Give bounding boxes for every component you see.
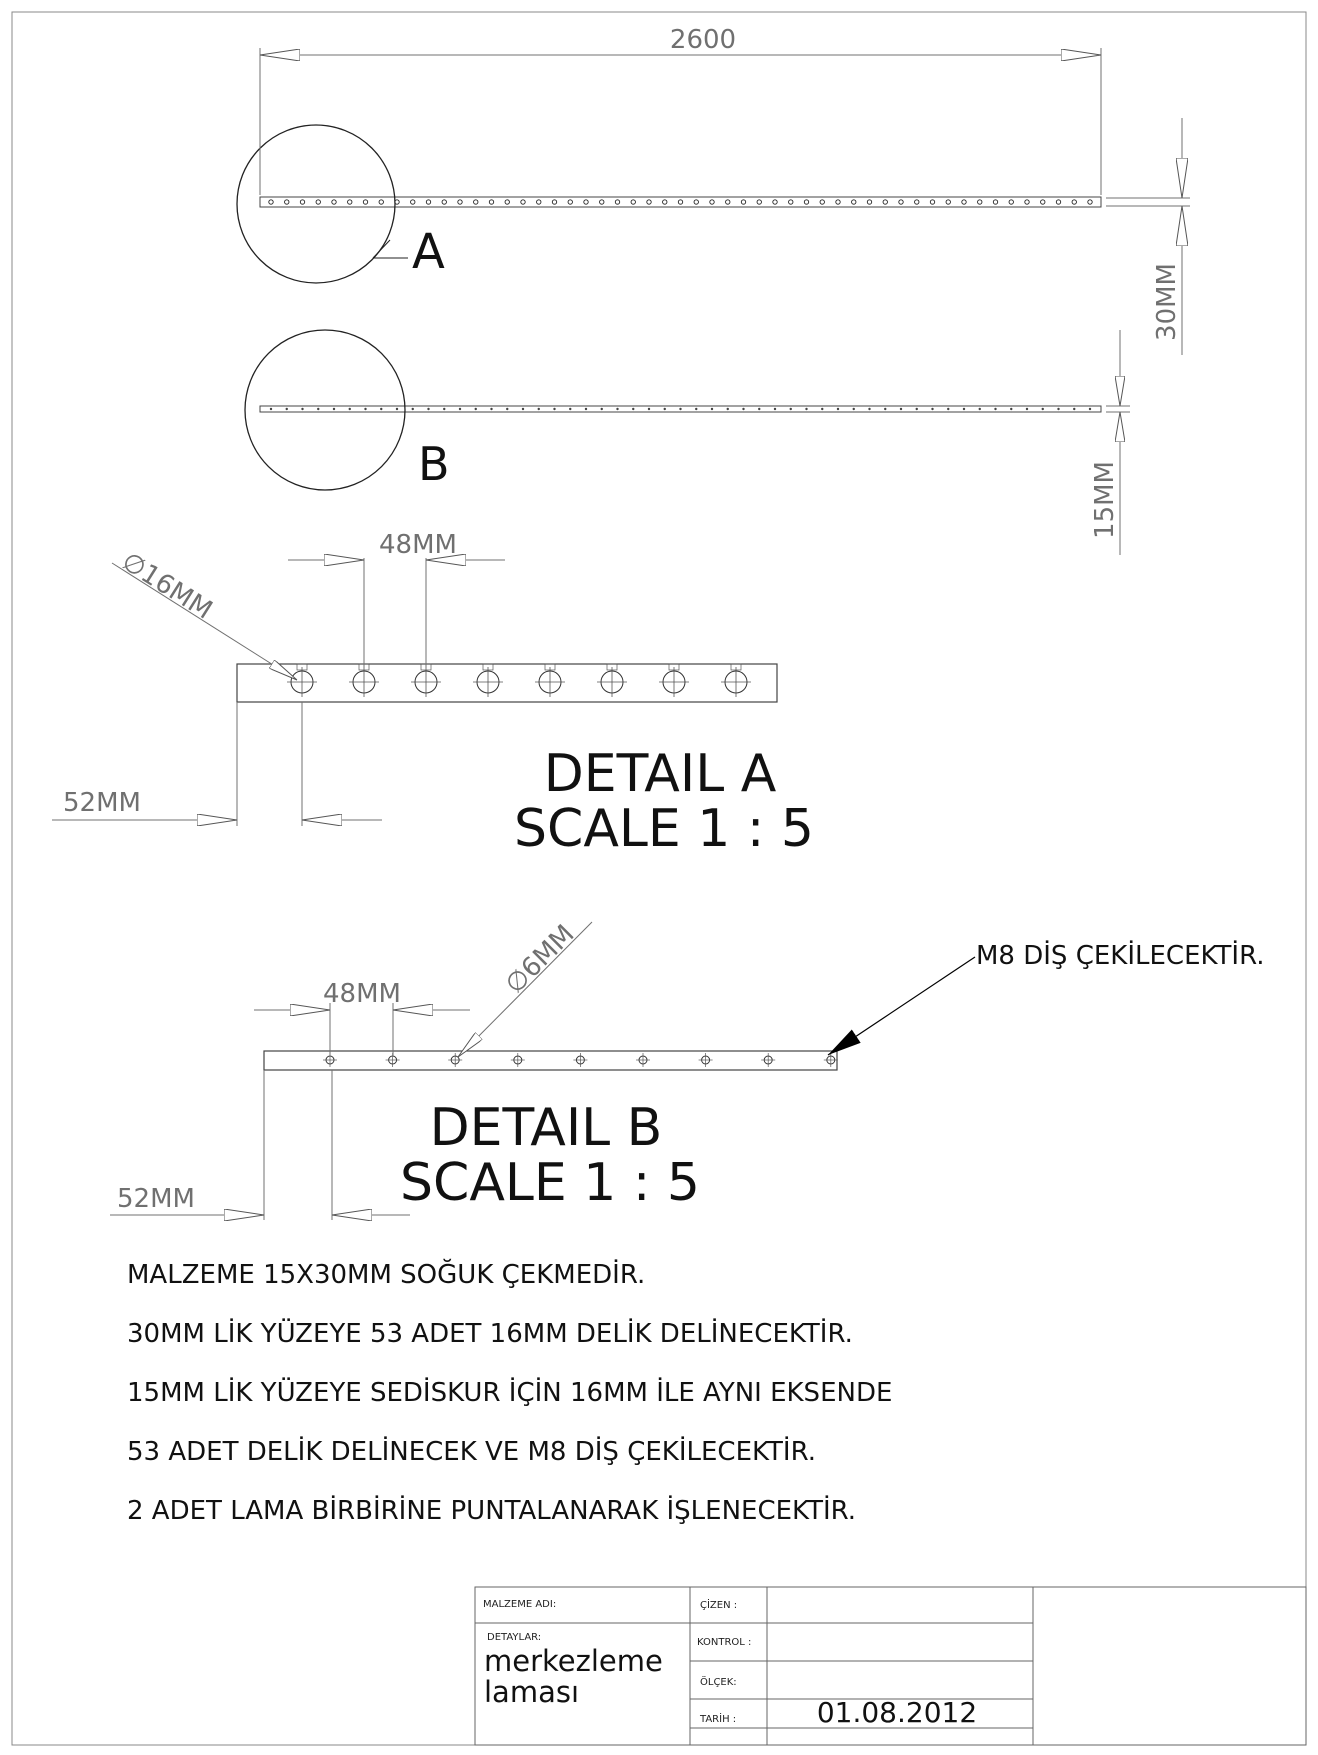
hole-a [804, 200, 808, 204]
detail-b-callout-leader [828, 957, 975, 1055]
hole-a [1041, 200, 1045, 204]
hole-a [568, 200, 572, 204]
hole-b [286, 408, 288, 410]
hole-b [758, 408, 760, 410]
hole-a [1009, 200, 1013, 204]
hole-a [269, 200, 273, 204]
hole-a [710, 200, 714, 204]
main-view-a [237, 125, 1101, 283]
hole-b [569, 408, 571, 410]
detail-a-title: DETAIL A [543, 744, 777, 804]
hole-b [884, 408, 886, 410]
hole-a [678, 200, 682, 204]
hole-b [727, 408, 729, 410]
hole-a [552, 200, 556, 204]
hole-a [316, 200, 320, 204]
detail-b-title: DETAIL B [429, 1098, 663, 1158]
hole-b [506, 408, 508, 410]
hole-a [915, 200, 919, 204]
hole-a [631, 200, 635, 204]
hole-b [333, 408, 335, 410]
tb-material-label: MALZEME ADI: [483, 1599, 557, 1610]
hole-b [963, 408, 965, 410]
hole-a [521, 200, 525, 204]
hole-b [412, 408, 414, 410]
hole-b [459, 408, 461, 410]
hole-b [553, 408, 555, 410]
hole-b [601, 408, 603, 410]
hole-a [332, 200, 336, 204]
hole-a [962, 200, 966, 204]
hole-a [978, 200, 982, 204]
hole-a [474, 200, 478, 204]
hole-b [900, 408, 902, 410]
hole-b [317, 408, 319, 410]
hole-a [379, 200, 383, 204]
sheet-border [12, 12, 1306, 1745]
hole-b [916, 408, 918, 410]
hole-a [789, 200, 793, 204]
detail-a-view [52, 530, 814, 859]
hole-a [867, 200, 871, 204]
hole-a [615, 200, 619, 204]
hole-b [947, 408, 949, 410]
dimension-overall-length [260, 25, 1101, 195]
detail-b-bar [264, 1051, 837, 1070]
hole-b [774, 408, 776, 410]
dimension-text-30mm: 30MM [1152, 263, 1182, 341]
dimension-height-30 [1106, 118, 1190, 355]
tb-part-name-line-2: laması [484, 1675, 580, 1709]
hole-b [664, 408, 666, 410]
hole-b [821, 408, 823, 410]
hole-b [1010, 408, 1012, 410]
detail-a-pitch-text: 48MM [379, 530, 457, 560]
hole-b [868, 408, 870, 410]
hole-a [773, 200, 777, 204]
note-line-3: 15MM LİK YÜZEYE SEDİSKUR İÇİN 16MM İLE AYNI EKSENDE [127, 1378, 893, 1408]
detail-leader-a-tip [373, 240, 390, 258]
hole-b [931, 408, 933, 410]
hole-a [537, 200, 541, 204]
hole-a [647, 200, 651, 204]
hole-b [1042, 408, 1044, 410]
detail-b-offset-text: 52MM [117, 1184, 195, 1214]
hole-b [585, 408, 587, 410]
hole-a [458, 200, 462, 204]
tb-part-name-line-1: merkezleme [484, 1644, 663, 1678]
hole-a [694, 200, 698, 204]
hole-b [443, 408, 445, 410]
hole-a [883, 200, 887, 204]
hole-a [726, 200, 730, 204]
note-line-4: 53 ADET DELİK DELİNECEK VE M8 DİŞ ÇEKİLECEKTİR. [127, 1437, 816, 1467]
tb-details-label: DETAYLAR: [487, 1632, 542, 1643]
hole-a [363, 200, 367, 204]
detail-a-offset-text: 52MM [63, 788, 141, 818]
tb-check-label: KONTROL : [697, 1637, 752, 1648]
hole-a [1056, 200, 1060, 204]
hole-b [1026, 408, 1028, 410]
hole-a [1088, 200, 1092, 204]
detail-b-pitch-text: 48MM [323, 979, 401, 1009]
hole-a [899, 200, 903, 204]
hole-b [695, 408, 697, 410]
hole-a [1025, 200, 1029, 204]
tb-date-label: TARİH : [700, 1714, 737, 1725]
dimension-text-2600: 2600 [669, 25, 737, 55]
hole-b [979, 408, 981, 410]
hole-b [1057, 408, 1059, 410]
hole-b [790, 408, 792, 410]
hole-a [600, 200, 604, 204]
hole-b [805, 408, 807, 410]
hole-b [853, 408, 855, 410]
hole-a [993, 200, 997, 204]
title-block [475, 1587, 1306, 1745]
hole-b [427, 408, 429, 410]
hole-a [489, 200, 493, 204]
hole-b [648, 408, 650, 410]
main-view-b [245, 330, 1101, 491]
hole-b [380, 408, 382, 410]
detail-b-view [110, 919, 1264, 1220]
hole-a [348, 200, 352, 204]
view-label-b: B [418, 437, 450, 491]
note-line-5: 2 ADET LAMA BİRBİRİNE PUNTALANARAK İŞLENECEKTİR. [127, 1496, 857, 1526]
hole-b [396, 408, 398, 410]
dimension-text-15mm: 15MM [1090, 461, 1120, 539]
view-label-a: A [412, 224, 445, 280]
tb-drawn-label: ÇİZEN : [700, 1600, 738, 1611]
detail-b-diameter-text: ∅6MM [499, 919, 581, 1000]
hole-a [663, 200, 667, 204]
hole-b [742, 408, 744, 410]
hole-a [426, 200, 430, 204]
hole-a [584, 200, 588, 204]
hole-a [505, 200, 509, 204]
hole-a [820, 200, 824, 204]
hole-a [411, 200, 415, 204]
detail-a-scale: SCALE 1 : 5 [514, 799, 814, 859]
hole-b [475, 408, 477, 410]
detail-b-scale: SCALE 1 : 5 [400, 1153, 700, 1213]
hole-b [301, 408, 303, 410]
hole-a [741, 200, 745, 204]
detail-a-diameter-text: ∅16MM [116, 546, 218, 626]
hole-b [1089, 408, 1091, 410]
tb-date-value: 01.08.2012 [816, 1696, 978, 1729]
hole-b [632, 408, 634, 410]
hole-a [836, 200, 840, 204]
hole-a [946, 200, 950, 204]
hole-b [270, 408, 272, 410]
detail-b-callout-text: M8 DİŞ ÇEKİLECEKTİR. [976, 941, 1265, 971]
hole-b [616, 408, 618, 410]
hole-a [285, 200, 289, 204]
hole-a [300, 200, 304, 204]
hole-b [1073, 408, 1075, 410]
hole-b [837, 408, 839, 410]
hole-b [490, 408, 492, 410]
hole-b [349, 408, 351, 410]
hole-a [852, 200, 856, 204]
hole-b [679, 408, 681, 410]
hole-a [930, 200, 934, 204]
hole-a [1072, 200, 1076, 204]
hole-a [442, 200, 446, 204]
hole-b [538, 408, 540, 410]
hole-b [711, 408, 713, 410]
hole-b [994, 408, 996, 410]
hole-b [364, 408, 366, 410]
tb-scale-label: ÖLÇEK: [700, 1677, 737, 1688]
dimension-height-15 [1090, 330, 1130, 555]
detail-a-bar [237, 664, 777, 702]
manufacturing-notes [127, 1258, 892, 1526]
hole-a [757, 200, 761, 204]
note-line-2: 30MM LİK YÜZEYE 53 ADET 16MM DELİK DELİNECEKTİR. [127, 1319, 853, 1349]
hole-b [522, 408, 524, 410]
note-line-1: MALZEME 15X30MM SOĞUK ÇEKMEDİR. [127, 1260, 646, 1290]
